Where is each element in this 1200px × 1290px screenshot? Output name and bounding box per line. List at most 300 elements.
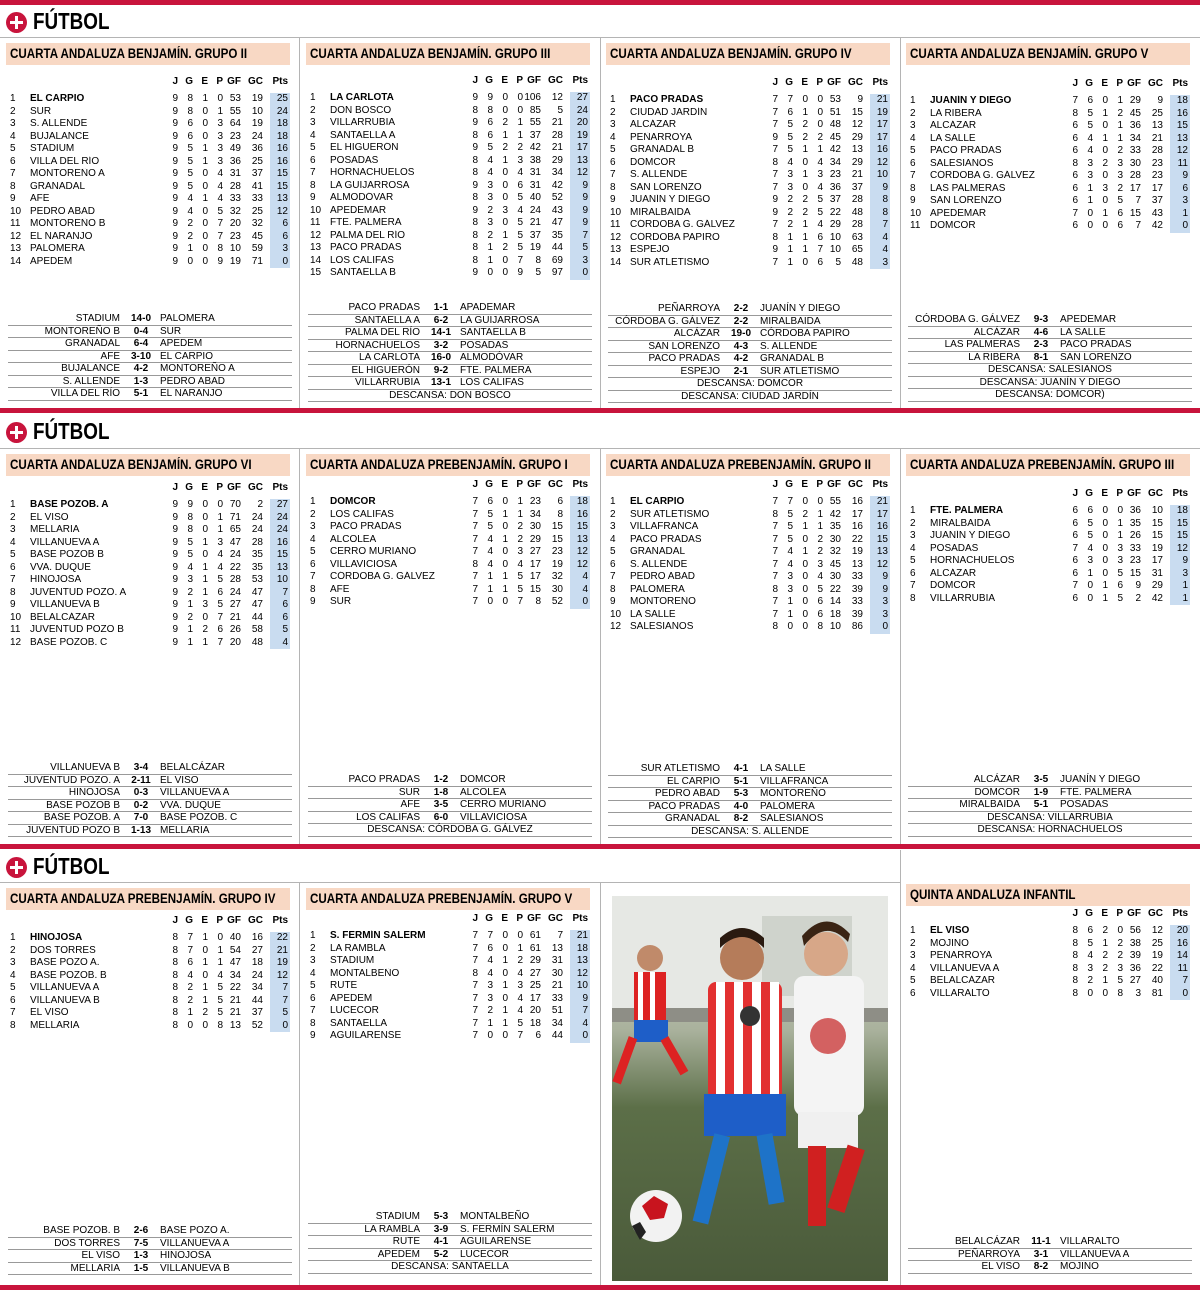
cell-pos: 2 (610, 106, 616, 118)
rest-text: DESCANSA: SALESIANOS (988, 364, 1112, 375)
cell-pos: 2 (910, 517, 916, 529)
cell-pos: 3 (910, 120, 916, 131)
cell-g: 4 (487, 154, 493, 166)
cell-g: 7 (187, 944, 193, 956)
column-header-e: E (801, 479, 808, 490)
cell-j: 7 (472, 546, 478, 557)
cell-e: 0 (802, 571, 808, 582)
cell-team: CÓRDOBA G. GÁLVEZ (330, 571, 435, 582)
cell-team: SANTAELLA B (330, 267, 396, 278)
result-row (608, 341, 892, 354)
cell-gf: 22 (229, 982, 241, 993)
cell-team: PEDRO ABAD (630, 571, 696, 582)
cell-gf: 36 (1129, 505, 1141, 516)
cell-g: 1 (187, 243, 193, 254)
cell-pts: 17 (870, 119, 890, 132)
cell-pos: 10 (610, 608, 622, 620)
cell-team: ALCÁZAR (630, 119, 677, 130)
table-row (308, 242, 592, 255)
cell-pts: 24 (270, 512, 290, 525)
cell-gf: 37 (829, 194, 841, 205)
result-home: CÓRDOBA G. GÁLVEZ (915, 314, 1020, 325)
cell-gf: 106 (524, 92, 541, 103)
cell-gf: 37 (529, 229, 541, 241)
cell-team: PACO PRADAS (630, 94, 704, 105)
cell-j: 8 (472, 254, 478, 266)
cell-gc: 23 (1151, 170, 1163, 181)
cell-pts: 7 (1170, 975, 1190, 988)
cell-team: PACO PRADAS (930, 145, 1002, 156)
result-score: 8-2 (733, 813, 749, 824)
cell-j: 9 (172, 105, 178, 117)
cell-e: 1 (202, 536, 208, 548)
cell-pos: 11 (910, 220, 921, 231)
cell-gf: 30 (829, 571, 841, 582)
cell-e: 1 (502, 1017, 508, 1029)
result-row (908, 352, 1192, 365)
cell-gf: 55 (829, 496, 841, 507)
cell-gf: 19 (229, 255, 241, 267)
cell-p: 5 (517, 1017, 523, 1029)
table-row (308, 968, 592, 981)
cell-pos: 4 (610, 131, 616, 143)
cell-e: 1 (802, 231, 808, 243)
panel-title (6, 888, 290, 910)
cell-p: 4 (517, 992, 523, 1004)
cell-j: 9 (172, 524, 178, 535)
cell-pos: 7 (10, 574, 16, 585)
cell-g: 3 (487, 992, 493, 1004)
column-header-g: G (185, 482, 193, 493)
table-row (608, 119, 892, 132)
result-home: SUR ATLETISMO (640, 763, 720, 774)
cell-team: PEDRO ABAD (30, 205, 96, 217)
cell-p: 8 (1117, 987, 1123, 999)
result-row (908, 1249, 1192, 1262)
result-home: ALCÁZAR (673, 328, 720, 339)
panel-title-text: CUARTA ANDALUZA BENJAMÍN. GRUPO II (10, 46, 248, 61)
cell-pts: 0 (570, 267, 590, 280)
cell-e: 1 (202, 561, 208, 573)
cell-p: 7 (817, 244, 823, 255)
cell-team: SANTAELLA (330, 1017, 388, 1029)
result-away: JUANÍN Y DIEGO (760, 303, 841, 314)
cell-gf: 31 (529, 179, 541, 191)
result-row (608, 328, 892, 341)
cell-j: 8 (472, 104, 478, 116)
result-away: ALCOLEA (460, 786, 507, 798)
cell-gc: 30 (551, 967, 563, 979)
result-score: 4-1 (733, 763, 749, 774)
cell-team: JUVENTUD POZO B (30, 624, 124, 635)
cell-pts: 21 (870, 496, 890, 509)
result-away: DOMCOR (460, 774, 506, 785)
cell-pos: 2 (10, 105, 16, 117)
cell-p: 6 (1117, 207, 1123, 219)
result-away: POSADAS (1060, 799, 1109, 810)
cell-g: 0 (487, 1030, 493, 1041)
cell-g: 4 (1087, 542, 1093, 554)
cell-j: 8 (472, 229, 478, 241)
column-header-gc: GC (1148, 908, 1163, 919)
cell-g: 8 (187, 524, 193, 535)
cell-pos: 4 (10, 130, 16, 142)
result-score: 4-2 (733, 353, 749, 364)
cell-e: 1 (502, 533, 508, 545)
cell-gf: 45 (829, 558, 841, 570)
cell-e: 1 (202, 932, 208, 943)
result-score: 2-3 (1033, 339, 1049, 350)
cell-pts: 1 (1170, 593, 1190, 606)
cell-g: 6 (187, 118, 193, 129)
table-header (8, 915, 292, 928)
section-header (0, 416, 1200, 448)
table-header (908, 908, 1192, 921)
cell-pts: 3 (870, 257, 890, 270)
cell-gf: 65 (229, 524, 241, 535)
column-header-j: J (1072, 908, 1078, 919)
result-score: 3-10 (130, 350, 151, 362)
cell-gc: 42 (1151, 220, 1163, 231)
cell-pts: 20 (570, 117, 590, 130)
section-title: FÚTBOL (33, 8, 110, 34)
cell-p: 3 (1117, 157, 1123, 169)
cell-g: 2 (187, 611, 193, 623)
cell-gf: 17 (529, 992, 541, 1004)
cell-pos: 3 (910, 530, 916, 541)
cell-team: ALCÁZAR (930, 567, 977, 579)
cell-pos: 11 (10, 218, 21, 229)
cell-g: 6 (487, 942, 493, 954)
cell-e: 0 (202, 944, 208, 956)
result-row (308, 315, 592, 328)
column-header-gc: GC (248, 482, 263, 493)
cell-gc: 2 (257, 499, 263, 510)
result-row (608, 316, 892, 329)
table-row (308, 105, 592, 118)
cell-e: 0 (802, 94, 808, 105)
cell-g: 9 (487, 92, 493, 103)
cell-pts: 1 (1170, 208, 1190, 221)
result-away: MELLARIA (160, 824, 210, 836)
cell-pts: 0 (570, 1030, 590, 1043)
cell-gf: 3 (1135, 987, 1141, 999)
cell-gc: 5 (557, 104, 563, 116)
cell-j: 9 (172, 218, 178, 229)
column-header-g: G (1085, 908, 1093, 919)
result-row (608, 303, 892, 316)
cell-gc: 15 (551, 533, 563, 545)
cell-team: MELLARIA (30, 1019, 80, 1031)
result-away: SAN LORENZO (1060, 351, 1132, 363)
result-home: CÓRDOBA G. GÁLVEZ (615, 315, 720, 327)
cell-g: 4 (187, 193, 193, 204)
cell-pos: 5 (910, 975, 916, 986)
cell-pos: 9 (610, 194, 616, 205)
cell-pts: 4 (870, 232, 890, 245)
cell-team: HORNACHUELOS (330, 167, 415, 178)
cell-gc: 13 (551, 942, 563, 954)
cell-pts: 10 (870, 169, 890, 182)
cell-g: 5 (787, 508, 793, 520)
column-header-e: E (1101, 78, 1108, 89)
cell-gc: 10 (1151, 505, 1163, 516)
cell-j: 7 (472, 496, 478, 507)
cell-pos: 4 (910, 132, 916, 144)
cell-gc: 19 (1151, 950, 1163, 961)
result-away: VVA. DUQUE (160, 799, 221, 811)
cell-team: STADIUM (30, 143, 75, 154)
result-row (308, 327, 592, 340)
cell-g: 4 (187, 561, 193, 573)
cell-pts: 7 (270, 587, 290, 600)
cell-pos: 2 (10, 511, 16, 523)
cell-p: 5 (217, 982, 223, 993)
cell-p: 7 (517, 1030, 523, 1041)
result-away: EL CARPIO (160, 350, 213, 362)
cell-gc: 32 (551, 571, 563, 582)
cell-pts: 18 (270, 118, 290, 131)
cell-g: 1 (787, 256, 793, 268)
cell-pts: 13 (270, 562, 290, 575)
cell-pts: 13 (270, 193, 290, 206)
result-away: PALOMERA (160, 313, 215, 324)
result-home: HINOJOSA (68, 787, 120, 798)
cell-g: 5 (787, 144, 793, 155)
result-away: ALMODÓVAR (460, 352, 524, 363)
cell-pts: 21 (570, 930, 590, 943)
cell-team: FTE. PALMERA (930, 505, 1004, 516)
cell-p: 0 (217, 93, 223, 104)
cell-p: 6 (1117, 220, 1123, 231)
table-row (608, 546, 892, 559)
cell-pos: 13 (610, 244, 622, 255)
cell-g: 3 (1087, 962, 1093, 974)
cell-team: EL CARPIO (30, 93, 85, 104)
table-row (608, 94, 892, 107)
cell-p: 5 (517, 571, 523, 582)
cell-pos: 4 (310, 129, 316, 141)
cell-g: 3 (1087, 555, 1093, 566)
result-away: PALOMERA (760, 800, 815, 812)
result-home: BASE POZOB B (46, 799, 120, 811)
result-away: FTE. PALMERA (460, 364, 532, 376)
cell-pts: 4 (870, 244, 890, 257)
cell-j: 7 (772, 256, 778, 268)
cell-team: DOMCOR (330, 496, 376, 507)
cell-gf: 7 (1135, 195, 1141, 206)
table-row (8, 243, 292, 256)
cell-e: 1 (802, 169, 808, 180)
column-header-g: G (785, 77, 793, 88)
table-row (908, 208, 1192, 221)
panel-title-text: CUARTA ANDALUZA BENJAMÍN. GRUPO V (910, 46, 1149, 61)
cell-gf: 34 (829, 156, 841, 168)
column-header-gc: GC (548, 913, 563, 924)
cell-pos: 6 (610, 156, 616, 168)
result-score: 1-13 (130, 824, 151, 836)
cell-g: 1 (1087, 195, 1093, 206)
cell-pos: 1 (610, 94, 616, 105)
cell-pos: 10 (310, 204, 322, 216)
panel-title (906, 43, 1190, 65)
cell-team: MIRALBAIDA (630, 206, 691, 218)
table-row (908, 568, 1192, 581)
cell-e: 0 (202, 549, 208, 560)
result-home: MELLARIA (70, 1262, 120, 1274)
cell-p: 1 (517, 942, 523, 954)
result-row (8, 363, 292, 376)
cell-e: 0 (502, 992, 508, 1004)
cell-p: 2 (517, 533, 523, 545)
cell-team: SALESIANOS (930, 157, 994, 169)
cell-e: 0 (1102, 567, 1108, 579)
cell-gc: 27 (251, 944, 263, 956)
result-row (308, 1211, 592, 1224)
cell-pos: 1 (310, 496, 316, 507)
table-row (8, 499, 292, 512)
table-row (8, 143, 292, 156)
cell-gf: 23 (529, 496, 541, 507)
result-home: SANTAELLA A (354, 314, 420, 326)
result-home: APEDEM (377, 1248, 420, 1260)
cell-gc: 37 (851, 181, 863, 193)
cell-team: BELALCÁZAR (30, 611, 96, 623)
cell-pts: 16 (870, 521, 890, 534)
cell-pts: 9 (870, 182, 890, 195)
cell-j: 8 (1072, 950, 1078, 961)
table-row (308, 993, 592, 1006)
cell-gf: 28 (229, 574, 241, 585)
cell-team: LOS CALIFAS (330, 254, 394, 266)
cell-e: 0 (202, 205, 208, 217)
cell-pts: 12 (570, 167, 590, 180)
cell-p: 3 (517, 980, 523, 991)
cell-p: 4 (217, 168, 223, 179)
cell-p: 4 (817, 571, 823, 582)
result-home: GRANADAL (64, 338, 120, 349)
cell-gc: 34 (251, 982, 263, 993)
cell-team: ALCÁZAR (930, 120, 977, 131)
cell-gf: 45 (829, 131, 841, 143)
section-title: FÚTBOL (33, 853, 110, 879)
column-header-e: E (501, 75, 508, 86)
cell-gf: 56 (1129, 925, 1141, 936)
result-away: VILLANUEVA A (1060, 1248, 1130, 1260)
cell-gf: 10 (829, 231, 841, 243)
cell-team: SUR (30, 105, 52, 117)
cell-gc: 23 (1151, 157, 1163, 169)
table-row (908, 158, 1192, 171)
cell-gc: 13 (1151, 120, 1163, 131)
result-row (608, 366, 892, 379)
cell-g: 1 (1087, 567, 1093, 579)
table-row (608, 521, 892, 534)
result-home: PACO PRADAS (348, 774, 420, 785)
cell-j: 7 (472, 980, 478, 991)
cell-gc: 47 (251, 586, 263, 598)
cell-e: 0 (502, 179, 508, 191)
cell-pos: 3 (10, 524, 16, 535)
cell-g: 3 (187, 574, 193, 585)
cell-pos: 12 (10, 230, 22, 242)
cell-p: 1 (517, 496, 523, 507)
column-header-gf: GF (1127, 488, 1141, 499)
cell-gc: 19 (551, 558, 563, 570)
cell-pos: 6 (10, 155, 16, 167)
table-header (308, 479, 592, 492)
cell-j: 6 (1072, 517, 1078, 529)
cell-pts: 13 (1170, 133, 1190, 146)
table-row (908, 95, 1192, 108)
cell-g: 4 (1087, 132, 1093, 144)
cell-j: 8 (172, 944, 178, 956)
table-row (8, 131, 292, 144)
cell-team: EL NARANJO (30, 230, 93, 242)
result-score: 1-3 (133, 375, 149, 387)
result-row (308, 774, 592, 787)
cell-pts: 19 (270, 957, 290, 970)
cell-pos: 1 (310, 92, 316, 103)
cell-gf: 53 (229, 93, 241, 104)
cell-e: 0 (202, 255, 208, 267)
cell-g: 1 (187, 599, 193, 610)
cell-gc: 25 (1151, 937, 1163, 949)
cell-g: 6 (787, 106, 793, 118)
cell-e: 1 (502, 955, 508, 966)
result-score: 1-3 (133, 1250, 149, 1261)
cell-g: 5 (1087, 107, 1093, 119)
cell-pts: 0 (570, 596, 590, 609)
cell-gf: 13 (229, 1019, 241, 1031)
result-away: VILLANUEVA B (160, 1262, 230, 1274)
cell-g: 6 (487, 117, 493, 128)
cell-pos: 2 (310, 942, 316, 954)
cell-pts: 0 (1170, 220, 1190, 233)
result-away: BASE POZO A. (160, 1225, 230, 1236)
cell-pts: 7 (270, 995, 290, 1008)
table-header (308, 75, 592, 88)
cell-team: MONTOREÑO B (30, 218, 106, 229)
cell-p: 5 (517, 242, 523, 253)
table-row (608, 571, 892, 584)
cell-j: 7 (772, 496, 778, 507)
cell-g: 4 (1087, 950, 1093, 961)
cell-g: 0 (787, 621, 793, 632)
cell-team: SAN LORENZO (930, 195, 1002, 206)
cell-j: 9 (172, 636, 178, 648)
table-row (908, 988, 1192, 1001)
cell-e: 1 (802, 546, 808, 557)
panel-title-text: CUARTA ANDALUZA PREBENJAMÍN. GRUPO III (910, 457, 1175, 472)
cell-pts: 12 (270, 206, 290, 219)
table-row (908, 975, 1192, 988)
column-header-p: P (1116, 908, 1123, 919)
cell-g: 1 (487, 571, 493, 582)
cell-p: 1 (217, 957, 223, 968)
cell-gf: 48 (829, 119, 841, 130)
result-score: 2-2 (733, 303, 749, 314)
cell-team: SALESIANOS (630, 621, 694, 632)
cell-gf: 15 (1129, 207, 1141, 219)
table-row (608, 609, 892, 622)
column-header-j: J (1072, 488, 1078, 499)
result-home: EL CARPIO (667, 775, 720, 787)
cell-team: SANTAELLA A (330, 129, 396, 141)
cell-pos: 14 (610, 256, 622, 268)
table-row (8, 524, 292, 537)
cell-gf: 27 (229, 599, 241, 610)
